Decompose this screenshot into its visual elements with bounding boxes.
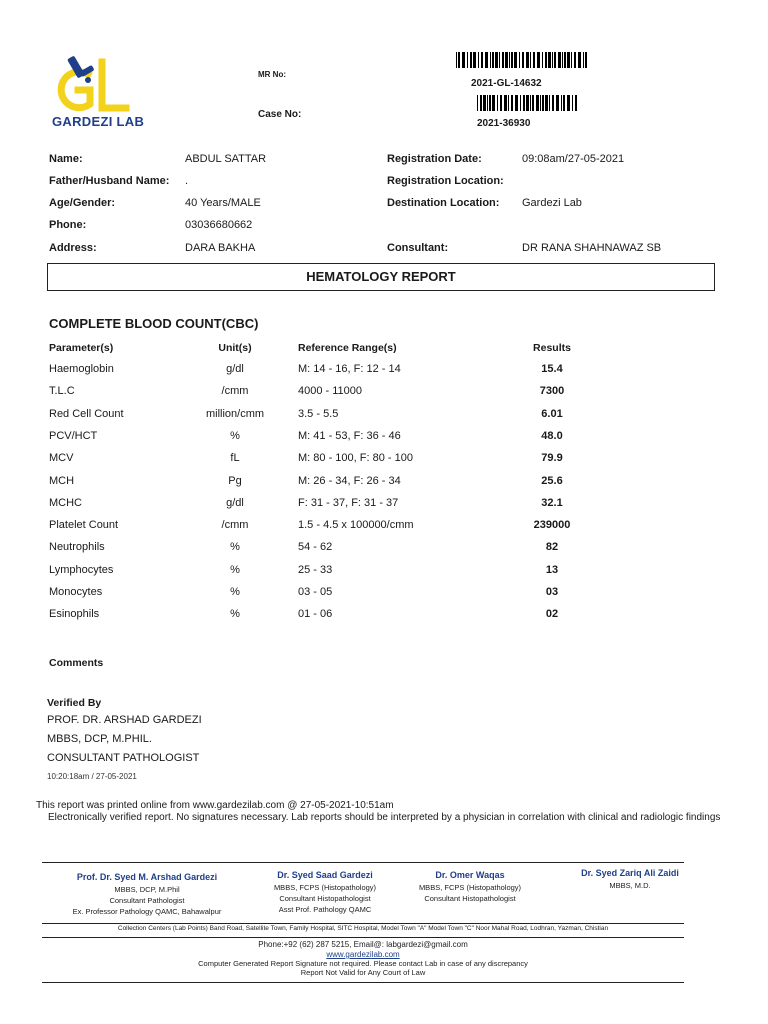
reference-cell: 01 - 06 — [298, 608, 333, 621]
table-row — [0, 430, 768, 450]
parameter-cell: Red Cell Count — [49, 407, 124, 420]
col-header-results: Results — [533, 342, 571, 354]
doctor-role: Consultant Histopathologist — [424, 894, 516, 903]
unit-cell: Pg — [228, 474, 242, 487]
result-cell: 02 — [545, 608, 559, 621]
table-row — [0, 475, 768, 495]
result-cell: 6.01 — [541, 407, 563, 420]
doctor-name: Prof. Dr. Syed M. Arshad Gardezi — [76, 872, 218, 882]
destination-location-value: Gardezi Lab — [522, 197, 582, 209]
footer-divider-mid — [42, 923, 684, 924]
footer-note-1: Computer Generated Report Signature not required. Please contact Lab in case of any discrepancy — [198, 959, 528, 968]
table-row — [0, 519, 768, 539]
unit-cell: fL — [230, 452, 240, 465]
parameter-cell: MCV — [49, 452, 74, 465]
unit-cell: g/dl — [226, 496, 244, 509]
mr-value: 2021-GL-14632 — [471, 78, 542, 89]
footer-divider-bottom — [42, 982, 684, 983]
consultant-value: DR RANA SHAHNAWAZ SB — [522, 242, 662, 254]
verifier-degrees: MBBS, DCP, M.PHIL. — [47, 733, 152, 745]
unit-cell: % — [230, 608, 240, 621]
destination-location-label: Destination Location: — [387, 197, 500, 209]
table-row — [0, 497, 768, 517]
parameter-cell: MCHC — [49, 496, 82, 509]
age-gender-value: 40 Years/MALE — [185, 197, 261, 209]
printed-note: This report was printed online from www.gardezilab.com @ 27-05-2021-10:51am — [36, 800, 394, 811]
reference-cell: M: 14 - 16, F: 12 - 14 — [298, 363, 401, 375]
parameter-cell: Neutrophils — [49, 541, 105, 554]
logo-text: GARDEZI LAB — [52, 114, 145, 129]
footer-doctor-4 — [560, 868, 700, 890]
father-label: Father/Husband Name: — [49, 175, 170, 187]
disclaimer: Electronically verified report. No signatures necessary. Lab reports should be interpreted by a physician in correlation with clinical and radiologic findings — [48, 812, 721, 823]
unit-cell: g/dl — [226, 363, 244, 375]
case-barcode-icon — [477, 95, 581, 111]
parameter-cell: Lymphocytes — [49, 563, 114, 576]
result-cell: 03 — [545, 586, 559, 598]
result-cell: 239000 — [533, 519, 571, 532]
table-row — [0, 408, 768, 428]
result-cell: 7300 — [539, 385, 565, 398]
name-value: ABDUL SATTAR — [185, 153, 267, 165]
doctor-name: Dr. Syed Saad Gardezi — [277, 870, 373, 880]
phone-value: 03036680662 — [185, 219, 253, 231]
reference-cell: F: 31 - 37, F: 31 - 37 — [298, 496, 399, 509]
verifier-name: PROF. DR. ARSHAD GARDEZI — [47, 714, 202, 726]
unit-cell: % — [230, 541, 240, 554]
table-row — [0, 541, 768, 561]
col-header-parameter: Parameter(s) — [49, 342, 114, 354]
doctor-name: Dr. Omer Waqas — [435, 870, 505, 880]
result-cell: 48.0 — [541, 429, 563, 442]
table-row — [0, 385, 768, 405]
reference-cell: 54 - 62 — [298, 541, 333, 554]
unit-cell: /cmm — [221, 519, 249, 532]
unit-cell: % — [230, 563, 240, 576]
reference-cell: 3.5 - 5.5 — [298, 407, 339, 420]
unit-cell: million/cmm — [205, 407, 265, 420]
parameter-cell: Esinophils — [49, 608, 100, 621]
verified-by-label: Verified By — [47, 697, 102, 709]
report-title: HEMATOLOGY REPORT — [306, 269, 456, 284]
doctor-degree: MBBS, M.D. — [609, 881, 651, 890]
doctor-role: Consultant Histopathologist — [279, 894, 371, 903]
parameter-cell: Platelet Count — [49, 519, 119, 532]
footer-divider-mid2 — [42, 937, 684, 938]
table-row — [0, 608, 768, 628]
address-label: Address: — [49, 242, 97, 254]
result-cell: 25.6 — [541, 474, 563, 487]
col-header-reference: Reference Range(s) — [298, 342, 397, 354]
unit-cell: /cmm — [221, 385, 249, 398]
report-title-box — [47, 263, 715, 291]
case-label: Case No: — [258, 109, 302, 120]
father-value: . — [185, 175, 189, 187]
contact-phone-email: Phone:+92 (62) 287 5215, Email@: labgardezi@gmail.com — [258, 940, 468, 949]
reference-cell: 03 - 05 — [298, 586, 333, 598]
registration-date-value: 09:08am/27-05-2021 — [522, 153, 625, 165]
result-cell: 13 — [545, 563, 559, 576]
result-cell: 82 — [545, 541, 559, 554]
unit-cell: % — [230, 586, 240, 598]
reference-cell: M: 80 - 100, F: 80 - 100 — [298, 452, 413, 465]
mr-barcode-icon — [456, 52, 590, 68]
parameter-cell: MCH — [49, 474, 75, 487]
result-cell: 32.1 — [541, 496, 563, 509]
doctor-position: Ex. Professor Pathology QAMC, Bahawalpur — [72, 907, 222, 916]
footer-note-2: Report Not Valid for Any Court of Law — [300, 968, 426, 977]
reference-cell: 1.5 - 4.5 x 100000/cmm — [298, 519, 414, 532]
footer-doctor-3 — [404, 870, 536, 903]
doctor-name: Dr. Syed Zariq Ali Zaidi — [581, 868, 679, 878]
name-label: Name: — [49, 153, 83, 165]
mr-label: MR No: — [258, 70, 286, 79]
result-cell: 79.9 — [541, 452, 563, 465]
doctor-degree: MBBS, FCPS (Histopathology) — [273, 883, 377, 892]
comments-label: Comments — [49, 657, 104, 669]
parameter-cell: Monocytes — [49, 586, 103, 598]
age-gender-label: Age/Gender: — [49, 197, 116, 209]
address-value: DARA BAKHA — [185, 242, 256, 254]
parameter-cell: T.L.C — [49, 385, 75, 398]
table-row — [0, 363, 768, 383]
doctor-degree: MBBS, FCPS (Histopathology) — [418, 883, 522, 892]
doctor-position: Asst Prof. Pathology QAMC — [278, 905, 372, 914]
footer-doctor-2 — [250, 870, 400, 914]
reference-cell: M: 41 - 53, F: 36 - 46 — [298, 429, 401, 442]
consultant-label: Consultant: — [387, 242, 449, 254]
section-title: COMPLETE BLOOD COUNT(CBC) — [49, 316, 259, 331]
result-cell: 15.4 — [541, 363, 563, 375]
case-value: 2021-36930 — [477, 118, 531, 129]
reference-cell: M: 26 - 34, F: 26 - 34 — [298, 474, 401, 487]
doctor-role: Consultant Pathologist — [109, 896, 185, 905]
footer-doctor-1 — [52, 872, 242, 916]
doctor-degree: MBBS, DCP, M.Phil — [114, 885, 180, 894]
unit-cell: % — [230, 429, 240, 442]
parameter-cell: Haemoglobin — [49, 363, 114, 375]
footer-divider-top — [42, 862, 684, 863]
website-link[interactable]: www.gardezilab.com — [326, 950, 400, 959]
collection-centers: Collection Centers (Lab Points) Band Road, Satellite Town, Family Hospital, SITC Hospital, Model Town "A" Model Town "C" Noor Mahal Road, Lodhran, Yazman, Chistian — [117, 925, 609, 932]
verified-timestamp: 10:20:18am / 27-05-2021 — [47, 772, 137, 781]
col-header-unit: Unit(s) — [218, 342, 252, 354]
table-row — [0, 564, 768, 584]
reference-cell: 25 - 33 — [298, 563, 333, 576]
registration-location-label: Registration Location: — [387, 175, 504, 187]
table-row — [0, 586, 768, 606]
parameter-cell: PCV/HCT — [49, 429, 98, 442]
registration-date-label: Registration Date: — [387, 153, 482, 165]
reference-cell: 4000 - 11000 — [298, 385, 363, 398]
table-row — [0, 452, 768, 472]
verifier-title: CONSULTANT PATHOLOGIST — [47, 752, 200, 764]
phone-label: Phone: — [49, 219, 87, 231]
